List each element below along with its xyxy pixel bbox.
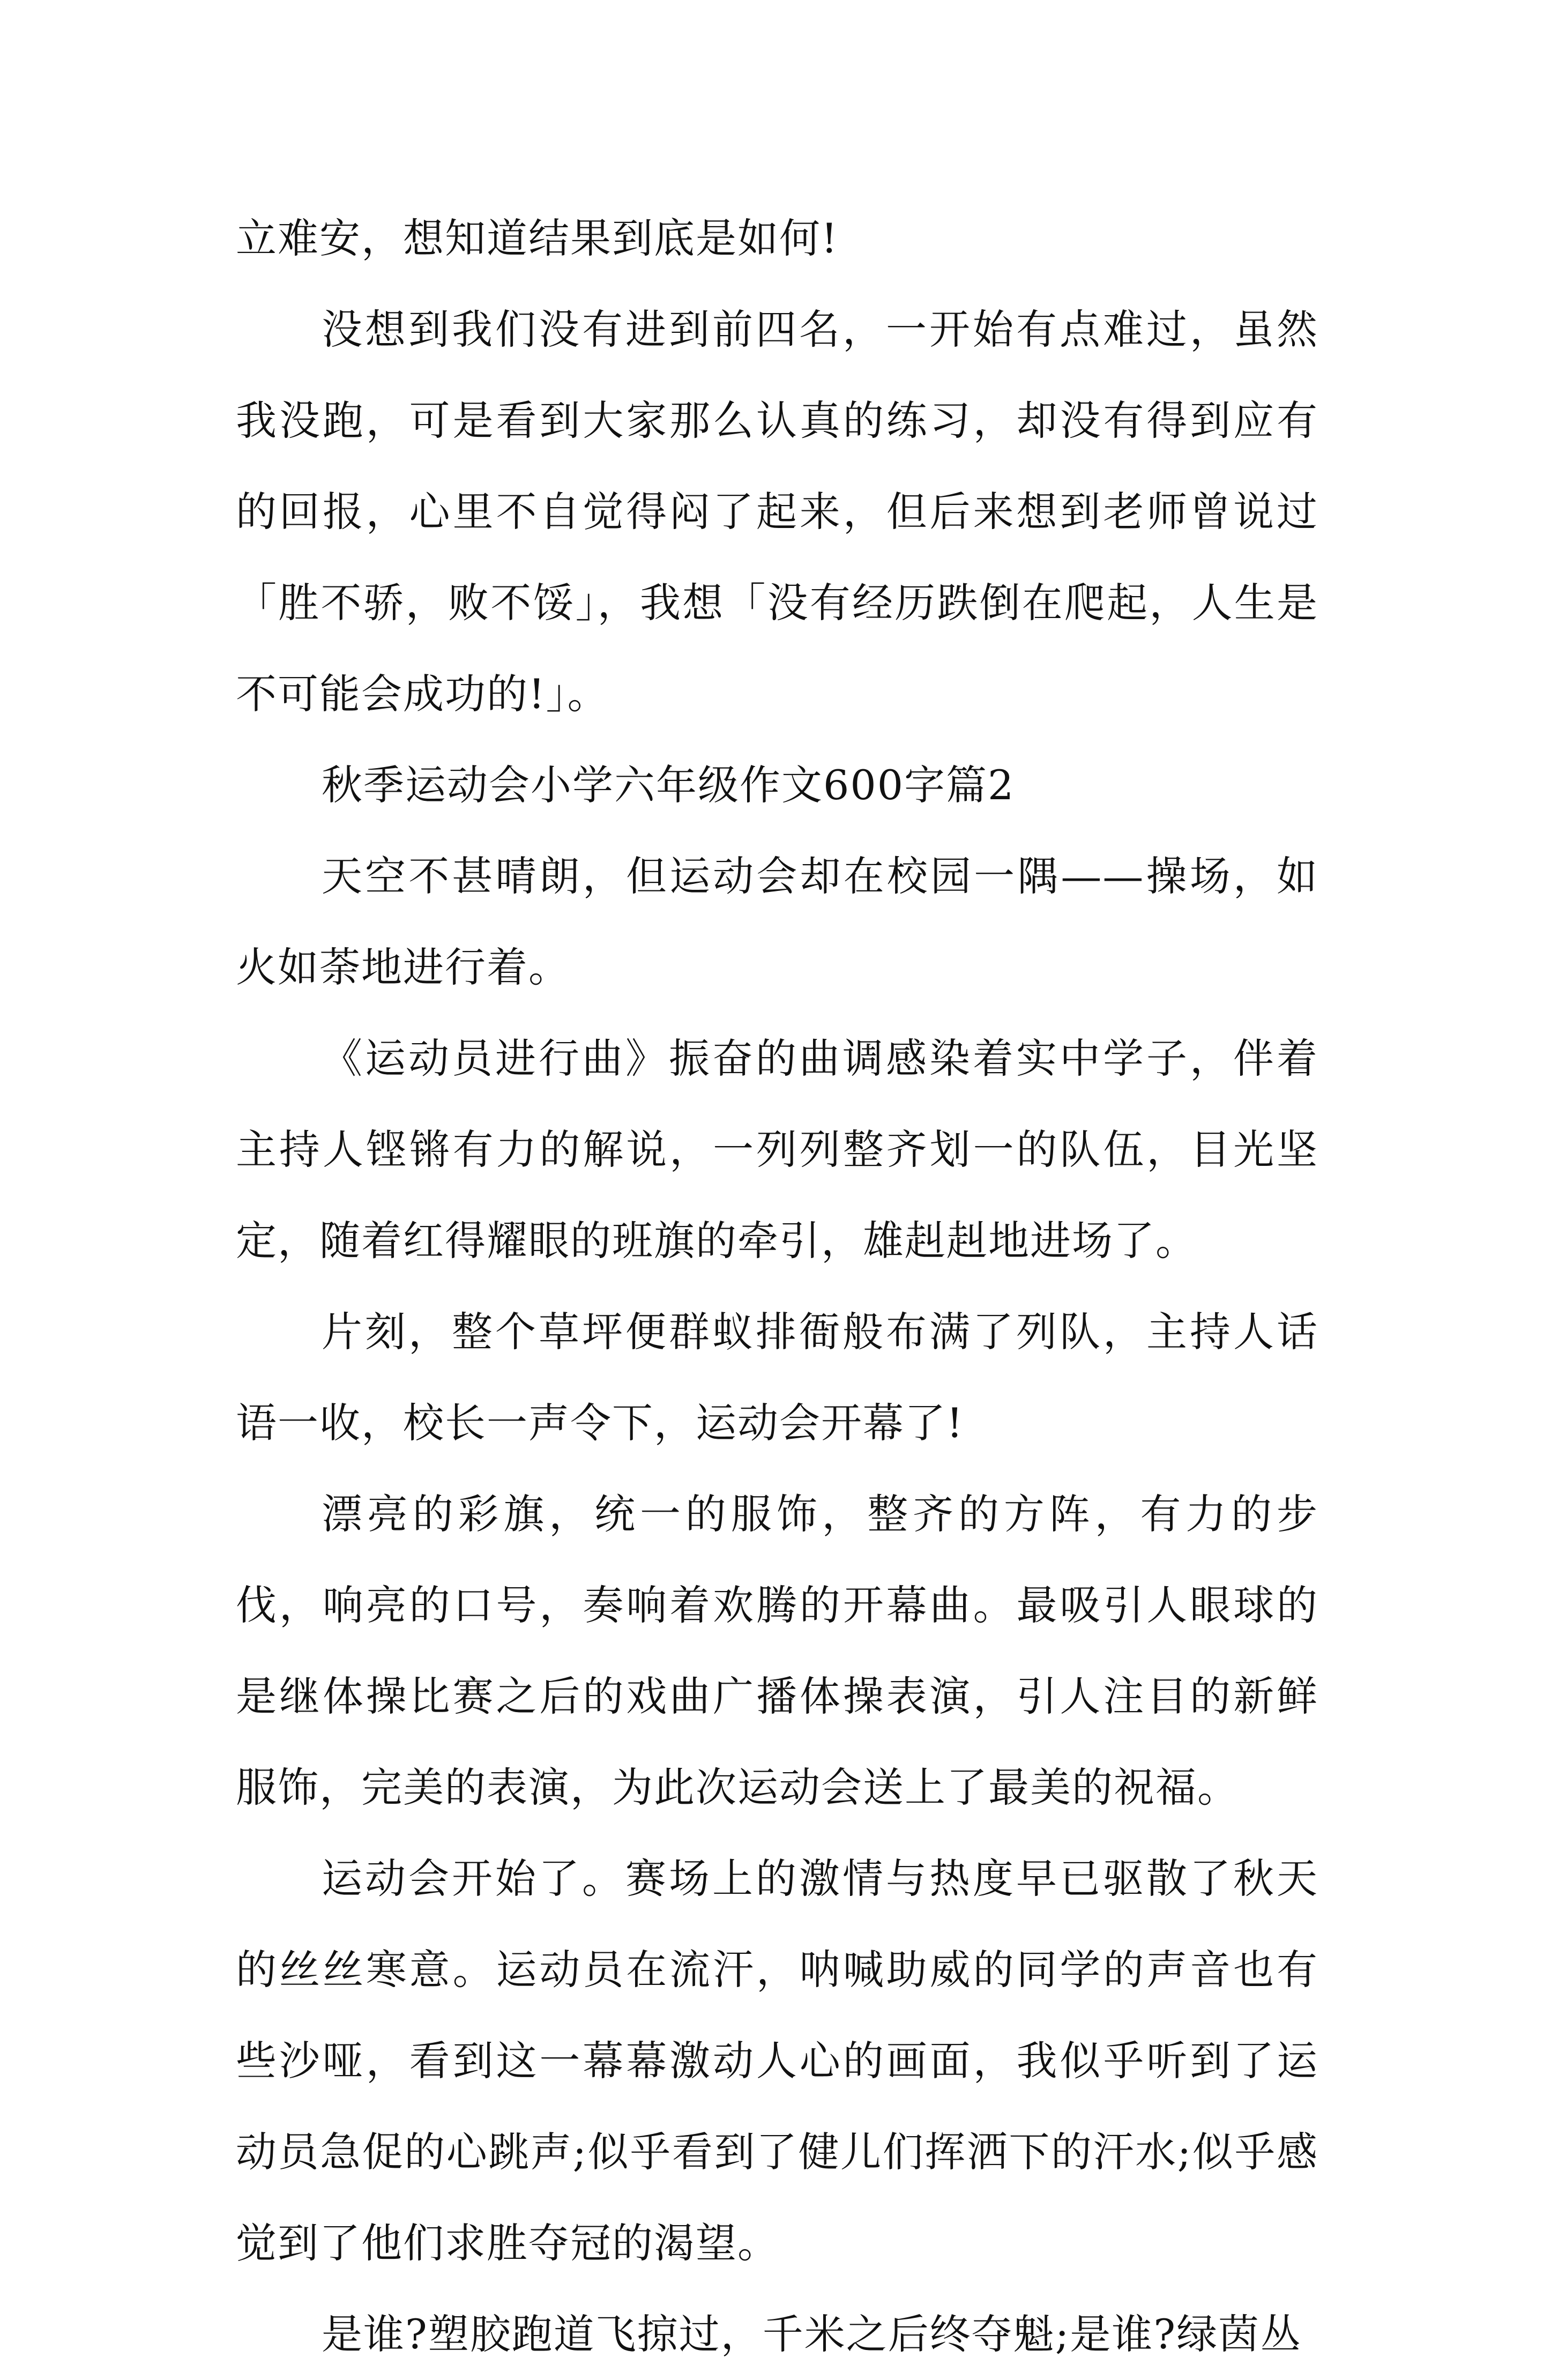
paragraph-competition: 运动会开始了。赛场上的激情与热度早已驱散了秋天的丝丝寒意。运动员在流汗，呐喊助威的同学的声音也有些沙哑，看到这一幕幕激动人心的画面，我似乎听到了运动员急促的心跳声;似乎看到了健儿们挥洒下的汗水;似乎感觉到了他们求胜夺冠的渴望。 <box>236 1855 1318 2267</box>
paragraph-performance: 漂亮的彩旗，统一的服饰，整齐的方阵，有力的步伐，响亮的口号，奏响着欢腾的开幕曲。最吸引人眼球的是继体操比赛之后的戏曲广播体操表演，引人注目的新鲜服饰，完美的表演，为此次运动会送上了最美的祝福。 <box>236 1490 1318 1811</box>
paragraph-who: 是谁?塑胶跑道飞掠过，千米之后终夺魁;是谁?绿茵丛 <box>322 2310 1302 2358</box>
paragraph-march: 《运动员进行曲》振奋的曲调感染着实中学子，伴着主持人铿锵有力的解说，一列列整齐划一的队伍，目光坚定，随着红得耀眼的班旗的牵引，雄赳赳地进场了。 <box>236 1035 1318 1265</box>
document-body <box>236 193 1318 2380</box>
paragraph-opening: 片刻，整个草坪便群蚁排衙般布满了列队，主持人话语一收，校长一声令下，运动会开幕了! <box>236 1308 1318 1447</box>
paragraph-weather: 天空不甚晴朗，但运动会却在校园一隅——操场，如火如荼地进行着。 <box>236 852 1318 991</box>
paragraph-reflection: 没想到我们没有进到前四名，一开始有点难过，虽然我没跑，可是看到大家那么认真的练习，却没有得到应有的回报，心里不自觉得闷了起来，但后来想到老师曾说过「胜不骄，败不馁」，我想「没有经历跌倒在爬起，人生是不可能会成功的!」。 <box>236 306 1318 718</box>
paragraph-continuation: 立难安，想知道结果到底是如何! <box>236 214 839 262</box>
section-heading: 秋季运动会小学六年级作文600字篇2 <box>322 761 1015 809</box>
